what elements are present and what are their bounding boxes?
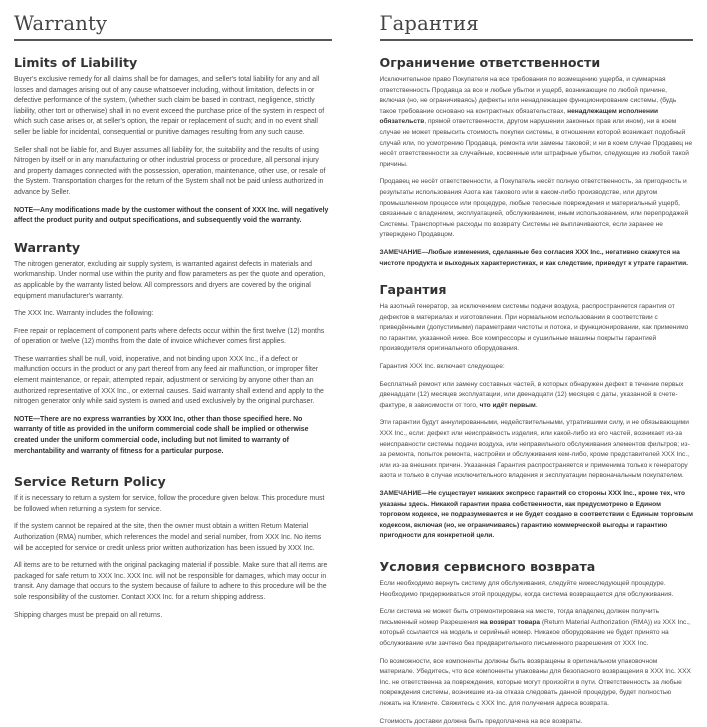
section-heading-service: Условия сервисного возврата bbox=[380, 559, 694, 574]
paragraph: Shipping charges must be prepaid on all returns. bbox=[14, 611, 332, 622]
note-paragraph: ЗАМЕЧАНИЕ—Любые изменения, сделанные без согласия XXX Inc., негативно скажутся на чистоте продукта и выходных характеристиках, и как следствие, приведут к утрате гарантии. bbox=[380, 248, 694, 269]
paragraph: Стоимость доставки должна быть предоплачена на все возвраты. bbox=[380, 717, 694, 727]
bold-text-run: что идёт первым bbox=[480, 402, 536, 409]
bold-text-run: на возврат товара bbox=[480, 619, 540, 626]
paragraph bbox=[380, 75, 694, 170]
note-paragraph: ЗАМЕЧАНИЕ—Не существует никаких экспресс гарантий со стороны XXX Inc., кроме тех, что указаны здесь. Никакой гарантии права собственности, как предусмотрено в Едином торговом кодексе, не подразумевается и не будет создано в соответствии с Единым торговым кодексом, включая (но, не ограничиваясь) гарантию коммерческой выгоды и гарантию пригодности для конкретной цели. bbox=[380, 489, 694, 542]
note-paragraph: NOTE—There are no express warranties by XXX Inc, other than those specified here. No warranty of title as provided in the uniform commercial code shall be implied or otherwise created under the uniform commercial code, including but not limited to warranty of merchantability and warranty of fitness for a particular purpose. bbox=[14, 415, 332, 457]
paragraph: Продавец не несёт ответственности, а Покупатель несёт полную ответственность, за пригодность и результаты использования Азота как такового или в каком-либо производстве, или другом промышленном процессе или процедуре, любые телесные повреждения и материальный ущерб, связанные с владением, эксплуатацией, обслуживанием, иным использованием, или перепродажей Системы. Транспортные расходы по возврату Системы не выплачиваются, если заранее не утверждено Продавцом. bbox=[380, 177, 694, 241]
section-heading-service: Service Return Policy bbox=[14, 474, 332, 489]
paragraph: All items are to be returned with the original packaging material if possible. Make sure that all items are packaged for safe return to XXX Inc. XXX Inc. will not be responsible for damages, which may occur in transit. Any damage that occurs to the system because of failure to adhere to this procedure will be the sole responsibility of the customer. Contact XXX Inc. for a return shipping address. bbox=[14, 561, 332, 603]
paragraph: Гарантия XXX Inc. включает следующее: bbox=[380, 362, 694, 373]
text-run: Если система не может быть отремонтирована на месте, тогда владелец должен получить письменный номер Разрешения bbox=[380, 608, 660, 626]
paragraph: Эти гарантии будут аннулированными, недействительными, утратившими силу, и не обязывающими XXX Inc., если: дефект или неисправность изделия, или какой-либо из его частей, возникает из-за неисправности системы подачи воздуха, или неправильного обслуживания элементов фильтров; из-за ремонта, попыток ремонта, настройки и обслуживания кем-либо, кроме представителей XXX Inc., или из-за внешних причин. Указанная Гарантия распространяется и применима только к генератору азота и только в случае исключительного владения и эксплуатации первоначальным покупателем. bbox=[380, 418, 694, 482]
page-title: Warranty bbox=[14, 12, 332, 41]
paragraph: По возможности, все компоненты должны быть возвращены в оригинальном упаковочном материале. Убедитесь, что все компоненты упакованы для безопасного возвращения в XXX Inc. XXX Inc. не ответственна за повреждения, которые могут произойти в пути. Ответственность за любые повреждения системы, возникшие из-за отказа следовать данной процедуре, будет полностью лежать на Клиенте. Свяжитесь с XXX Inc. для получения адреса возврата. bbox=[380, 657, 694, 710]
paragraph: The XXX Inc. Warranty includes the following: bbox=[14, 309, 332, 320]
text-run: Исключительное право Покупателя на все требования по возмещению ущерба, и суммарная ответственность Продавца за все и любые убытки и ущерб, возникающие по любой причине, включая (но, не ограничиваясь) дефекты или ненадлежащее функционирование системы, (будь такое требование основано на контрактных обязательствах, bbox=[380, 76, 677, 115]
paragraph: Seller shall not be liable for, and Buyer assumes all liability for, the suitability and the results of using Nitrogen by itself or in any manufacturing or other industrial process or procedure, all personal injury and property damages connected with the possession, operation, maintenance, other use, or resale of the System. Transportation charges for the return of the System shall not be paid unless authorized in advance by Seller. bbox=[14, 146, 332, 199]
paragraph: These warranties shall be null, void, inoperative, and not binding upon XXX Inc., if a defect or malfunction occurs in the product or any part thereof from any feed air malfunction, or improper filter element maintenance, or repair, attempted repair, adjustment or servicing by anyone other than an authorized representative of XXX Inc., or external causes. Said warranty shall extend and apply to the nitrogen generator only while said system is owned and used exclusively by the original purchaser. bbox=[14, 355, 332, 408]
paragraph: Free repair or replacement of component parts where defects occur within the first twelve (12) months of operation or twelve (12) months from the date of invoice whichever comes first applies. bbox=[14, 327, 332, 348]
section-heading-warranty: Warranty bbox=[14, 240, 332, 255]
paragraph bbox=[380, 380, 694, 412]
text-run: Бесплатный ремонт или замену составных частей, в которых обнаружен дефект в течение первых двенадцати (12) месяцев эксплуатации, или двенадцати (12) месяцев с даты, указанной в счете-фактуре, в зависимости от того, bbox=[380, 381, 684, 409]
text-run: . bbox=[536, 402, 538, 409]
paragraph: The nitrogen generator, excluding air supply system, is warranted against defects in materials and workmanship. Under normal use within the purity and flow parameters as per the quote and operation, as applicable by the warranty listed below. All compressors and dryers are covered by the original equipment manufacturer's warranty. bbox=[14, 260, 332, 302]
paragraph: Если необходимо вернуть систему для обслуживания, следуйте нижеследующей процедуре. Необходимо придерживаться этой процедуры, когда система возвращается для обслуживания. bbox=[380, 579, 694, 600]
section-heading-limits: Ограничение ответственности bbox=[380, 55, 694, 70]
text-run: (Return Material Authorization (RMA)) из XXX Inc., который ссылается на модель и серийный номер. Никакое оборудование не будет принято на обслуживание или зачтено без предварительного письменного разрешения от XXX Inc. bbox=[380, 619, 691, 647]
paragraph bbox=[380, 607, 694, 649]
paragraph: На азотный генератор, за исключением системы подачи воздуха, распространяется гарантия от дефектов в материалах и изготовлении. При нормальном использовании в соответствии с приведёнными (допустимыми) параметрами чистоты и потока, и функционировании, как применимо по гарантии, указанной ниже. Все компрессоры и сушильные машины покрыты гарантией производителя оригинального оборудования. bbox=[380, 302, 694, 355]
english-column bbox=[0, 0, 354, 720]
note-paragraph: NOTE—Any modifications made by the customer without the consent of XXX Inc. will negatively affect the product purity and output specifications, and subsequently void the warranty. bbox=[14, 206, 332, 227]
section-heading-warranty: Гарантия bbox=[380, 282, 694, 297]
russian-column bbox=[354, 0, 707, 720]
paragraph: Buyer's exclusive remedy for all claims shall be for damages, and seller's total liability for any and all losses and damages arising out of any cause whatsoever including, without limitation, defects in or defective performance of the system, (whether such claim be based in contract, negligence, strictly liability, other tort or otherwise) shall in no event exceed the purchase price of the system in respect of which such case arises or, at seller's option, the repair or replacement of such; and in no event shall seller be liable for incidental, consequential or punitive damages resulting from any such cause. bbox=[14, 75, 332, 139]
bold-text-run: ненадлежащем исполнении обязательств bbox=[380, 108, 659, 126]
paragraph: If it is necessary to return a system for service, follow the procedure given below. This procedure must be followed when returning a system for service. bbox=[14, 494, 332, 515]
paragraph: If the system cannot be repaired at the site, then the owner must obtain a written Return Material Authorization (RMA) number, which references the model and serial number, from XXX Inc. No items will be accepted for service or credit unless prior written authorization has been issued by XXX Inc. bbox=[14, 522, 332, 554]
text-run: , прямой ответственности, другом нарушении законных прав или ином), ни в коем случае не может превысить стоимость покупки системы, в отношении которой возникает подобный случай или, по усмотрению Продавца, ремонта или замены таковой; и ни в коем случае Продавец не несёт ответственности за случайные, косвенные или штрафные убытки, следующие из любой такой причины. bbox=[380, 118, 693, 167]
section-heading-limits: Limits of Liability bbox=[14, 55, 332, 70]
page-title: Гарантия bbox=[380, 12, 694, 41]
